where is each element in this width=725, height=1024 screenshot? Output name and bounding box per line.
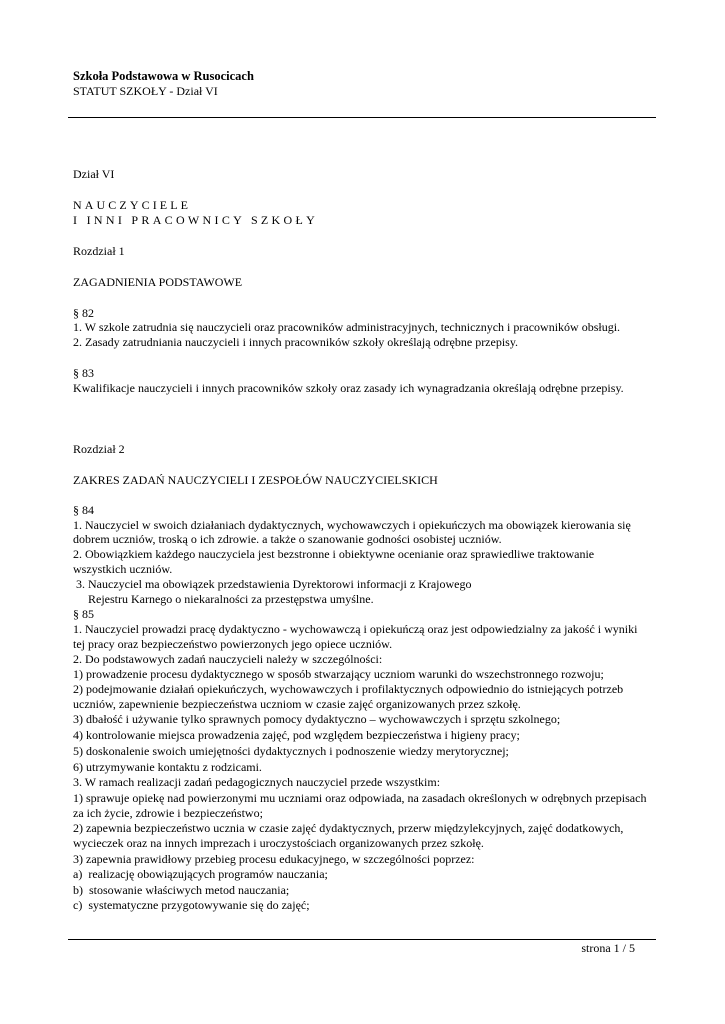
- paragraph-84-item-3-line-2: Rejestru Karnego o niekaralności za przestępstwa umyślne.: [88, 592, 374, 606]
- paragraph-85-item-3-point-1-line-2: za ich życie, zdrowie i bezpieczeństwo;: [73, 806, 263, 820]
- page-number: strona 1 / 5: [581, 941, 635, 955]
- title-line-1: NAUCZYCIELE: [73, 198, 192, 212]
- paragraph-82-item-2: 2. Zasady zatrudniania nauczycieli i innych pracowników szkoły określają odrębne przepisy.: [73, 335, 519, 349]
- paragraph-85-item-3-point-3-a: a) realizację obowiązujących programów nauczania;: [73, 867, 328, 881]
- chapter-2-title: ZAKRES ZADAŃ NAUCZYCIELI I ZESPOŁÓW NAUCZYCIELSKICH: [73, 473, 438, 487]
- paragraph-85-item-1-line-1: 1. Nauczyciel prowadzi pracę dydaktyczno - wychowawczą i opiekuńczą oraz jest odpowiedzialny za jakość i wyniki: [73, 622, 638, 636]
- document-subtitle: STATUT SZKOŁY - Dział VI: [73, 84, 218, 98]
- footer-divider: [68, 939, 656, 940]
- header-divider: [68, 117, 656, 118]
- paragraph-85-item-3-point-3: 3) zapewnia prawidłowy przebieg procesu edukacyjnego, w szczególności poprzez:: [73, 852, 475, 866]
- paragraph-84-heading: § 84: [73, 503, 94, 517]
- chapter-2-label: Rozdział 2: [73, 442, 125, 456]
- paragraph-84-item-3-line-1: 3. Nauczyciel ma obowiązek przedstawienia Dyrektorowi informacji z Krajowego: [73, 577, 472, 591]
- paragraph-84-item-1-line-2: dobrem uczniów, troską o ich zdrowie. a także o szanowanie godności osobistej uczniów.: [73, 532, 502, 546]
- school-name: Szkoła Podstawowa w Rusocicach: [73, 69, 254, 83]
- paragraph-85-item-3-point-2-line-1: 2) zapewnia bezpieczeństwo ucznia w czasie zajęć dydaktycznych, przerw międzylekcyjnych, zajęć dodatkowych,: [73, 821, 624, 835]
- chapter-1-label: Rozdział 1: [73, 244, 125, 258]
- paragraph-85-item-2-point-6: 6) utrzymywanie kontaktu z rodzicami.: [73, 760, 262, 774]
- paragraph-85-item-3-point-2-line-2: wycieczek oraz na innych imprezach i uroczystościach organizowanych przez szkołę.: [73, 836, 484, 850]
- paragraph-85-heading: § 85: [73, 607, 94, 621]
- paragraph-85-item-3-point-1-line-1: 1) sprawuje opiekę nad powierzonymi mu uczniami oraz odpowiada, na zasadach określonych w odrębnych przepisach: [73, 791, 647, 805]
- section-label: Dział VI: [73, 167, 115, 181]
- paragraph-85-item-2-point-2-line-2: uczniów, zapewnienie bezpieczeństwa uczniom w czasie zajęć organizowanych przez szkołę.: [73, 697, 521, 711]
- paragraph-85-item-3-point-3-b: b) stosowanie właściwych metod nauczania;: [73, 883, 290, 897]
- paragraph-85-item-3: 3. W ramach realizacji zadań pedagogicznych nauczyciel przede wszystkim:: [73, 775, 441, 789]
- paragraph-85-item-2-point-3: 3) dbałość i używanie tylko sprawnych pomocy dydaktyczno – wychowawczych i sprzętu szkolnego;: [73, 712, 561, 726]
- paragraph-85-item-3-point-3-c: c) systematyczne przygotowywanie się do zajęć;: [73, 898, 310, 912]
- paragraph-85-item-2-point-5: 5) doskonalenie swoich umiejętności dydaktycznych i podnoszenie wiedzy merytorycznej;: [73, 744, 509, 758]
- paragraph-83-text: Kwalifikacje nauczycieli i innych pracowników szkoły oraz zasady ich wynagradzania określają odrębne przepisy.: [73, 381, 624, 395]
- paragraph-83-heading: § 83: [73, 366, 94, 380]
- chapter-1-title: ZAGADNIENIA PODSTAWOWE: [73, 275, 243, 289]
- paragraph-84-item-1-line-1: 1. Nauczyciel w swoich działaniach dydaktycznych, wychowawczych i opiekuńczych ma obowiązek kierowania się: [73, 518, 631, 532]
- paragraph-85-item-2-point-1: 1) prowadzenie procesu dydaktycznego w sposób stwarzający uczniom warunki do wszechstronnego rozwoju;: [73, 667, 604, 681]
- paragraph-85-item-2: 2. Do podstawowych zadań nauczycieli należy w szczególności:: [73, 652, 383, 666]
- paragraph-82-heading: § 82: [73, 306, 94, 320]
- paragraph-85-item-2-point-4: 4) kontrolowanie miejsca prowadzenia zajęć, pod względem bezpieczeństwa i higieny pracy;: [73, 728, 520, 742]
- paragraph-85-item-1-line-2: tej pracy oraz bezpieczeństwo powierzonych jego opiece uczniów.: [73, 637, 393, 651]
- paragraph-84-item-2-line-2: wszystkich uczniów.: [73, 562, 173, 576]
- paragraph-85-item-2-point-2-line-1: 2) podejmowanie działań opiekuńczych, wychowawczych i profilaktycznych odpowiednio do istniejących potrzeb: [73, 682, 624, 696]
- title-line-2: I INNI PRACOWNICY SZKOŁY: [73, 213, 319, 227]
- paragraph-82-item-1: 1. W szkole zatrudnia się nauczycieli oraz pracowników administracyjnych, technicznych i pracowników obsługi.: [73, 320, 621, 334]
- paragraph-84-item-2-line-1: 2. Obowiązkiem każdego nauczyciela jest bezstronne i obiektywne ocenianie oraz sprawiedliwe traktowanie: [73, 547, 595, 561]
